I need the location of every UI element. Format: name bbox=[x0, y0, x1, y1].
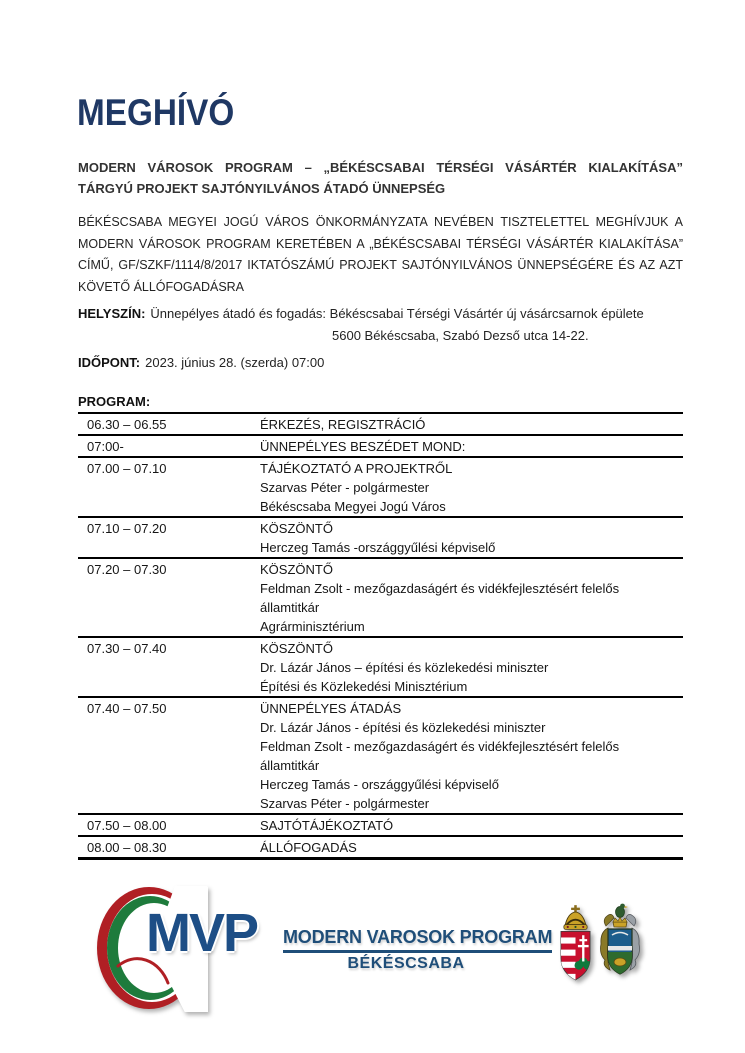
program-time: 07:00- bbox=[87, 438, 124, 454]
program-description-line: ÜNNEPÉLYES BESZÉDET MOND: bbox=[260, 438, 466, 454]
program-description bbox=[260, 816, 683, 835]
table-row bbox=[78, 458, 683, 518]
table-row bbox=[78, 638, 683, 698]
table-row bbox=[78, 698, 683, 815]
program-description-line: államtitkár bbox=[260, 757, 320, 773]
program-description-line: Herczeg Tamás - országgyűlési képviselő bbox=[260, 776, 499, 792]
document-subtitle: MODERN VÁROSOK PROGRAM – „BÉKÉSCSABAI TÉRSÉGI VÁSÁRTÉR KIALAKÍTÁSA” TÁRGYÚ PROJEKT SAJTÓNYILVÁNOS ÁTADÓ ÜNNEPSÉG bbox=[78, 160, 683, 196]
program-time: 07.30 – 07.40 bbox=[87, 640, 167, 656]
program-description-line: TÁJÉKOZTATÓ A PROJEKTRŐL bbox=[260, 460, 453, 476]
program-description-line: Szarvas Péter - polgármester bbox=[260, 795, 430, 811]
program-time: 08.00 – 08.30 bbox=[87, 839, 167, 855]
location-line1 bbox=[78, 303, 683, 325]
program-description-line: Dr. Lázár János – építési és közlekedési miniszter bbox=[260, 659, 549, 675]
hungary-coat-of-arms-icon bbox=[559, 903, 592, 983]
program-time: 07.20 – 07.30 bbox=[87, 561, 167, 577]
program-time: 07.00 – 07.10 bbox=[87, 460, 167, 476]
datetime-label: IDŐPONT: bbox=[78, 355, 141, 370]
program-time: 06.30 – 06.55 bbox=[87, 416, 167, 432]
program-description-line: Dr. Lázár János - építési és közlekedési miniszter bbox=[260, 719, 546, 735]
program-time: 07.50 – 08.00 bbox=[87, 817, 167, 833]
location-label: HELYSZÍN: bbox=[78, 306, 146, 321]
program-description-line: Agrárminisztérium bbox=[260, 618, 365, 634]
location-value: Ünnepélyes átadó és fogadás: Békéscsabai Térségi Vásártér új vásárcsarnok épülete bbox=[150, 306, 644, 321]
program-time: 07.40 – 07.50 bbox=[87, 700, 167, 716]
program-description-line: KÖSZÖNTŐ bbox=[260, 520, 333, 536]
program-description-line: KÖSZÖNTŐ bbox=[260, 640, 333, 656]
program-description bbox=[260, 459, 683, 516]
page-title: MEGHÍVÓ bbox=[77, 92, 235, 133]
program-description-line: ÜNNEPÉLYES ÁTADÁS bbox=[260, 700, 402, 716]
location-section bbox=[78, 303, 683, 347]
location-line2: 5600 Békéscsaba, Szabó Dezső utca 14-22. bbox=[332, 328, 589, 343]
program-table bbox=[78, 412, 683, 860]
datetime-value: 2023. június 28. (szerda) 07:00 bbox=[145, 355, 325, 370]
program-description-line: ÉRKEZÉS, REGISZTRÁCIÓ bbox=[260, 416, 426, 432]
program-description bbox=[260, 519, 683, 557]
program-description-line: ÁLLÓFOGADÁS bbox=[260, 839, 357, 855]
program-description-line: Feldman Zsolt - mezőgazdaságért és vidékfejlesztésért felelős bbox=[260, 738, 620, 754]
bekescsaba-coat-of-arms-icon bbox=[598, 902, 642, 984]
table-row bbox=[78, 837, 683, 860]
datetime-section bbox=[78, 355, 683, 370]
table-row bbox=[78, 436, 683, 458]
mvp-city-name: BÉKÉSCSABA bbox=[347, 955, 465, 972]
program-description-line: Szarvas Péter - polgármester bbox=[260, 479, 430, 495]
mvp-acronym: MVP bbox=[146, 903, 258, 963]
program-description bbox=[260, 437, 683, 456]
program-description-line: Herczeg Tamás -országgyűlési képviselő bbox=[260, 539, 496, 555]
program-description-line: SAJTÓTÁJÉKOZTATÓ bbox=[260, 817, 394, 833]
table-row bbox=[78, 518, 683, 559]
program-description bbox=[260, 639, 683, 696]
program-description bbox=[260, 838, 683, 857]
invitation-paragraph: BÉKÉSCSABA MEGYEI JOGÚ VÁROS ÖNKORMÁNYZATA NEVÉBEN TISZTELETTEL MEGHÍVJUK A MODERN VÁROSOK PROGRAM KERETÉBEN A „BÉKÉSCSABAI TÉRSÉGI VÁSÁRTÉR KIALAKÍTÁSA” CÍMŰ, GF/SZKF/1114/8/2017 IKTATÓSZÁMÚ PROJEKT SAJTÓNYILVÁNOS ÜNNEPSÉGÉRE ÉS AZ AZT KÖVETŐ ÁLLÓFOGADÁSRA bbox=[78, 215, 683, 294]
program-description-line: Építési és Közlekedési Minisztérium bbox=[260, 678, 468, 694]
program-description-line: Békéscsaba Megyei Jogú Város bbox=[260, 498, 446, 514]
footer-logo-band bbox=[0, 884, 745, 1024]
program-description bbox=[260, 699, 683, 813]
program-description-line: KÖSZÖNTŐ bbox=[260, 561, 333, 577]
mvp-wordmark bbox=[283, 927, 553, 973]
table-row bbox=[78, 414, 683, 436]
program-time: 07.10 – 07.20 bbox=[87, 520, 167, 536]
mvp-program-title: MODERN VAROSOK PROGRAM bbox=[283, 927, 552, 953]
table-row bbox=[78, 559, 683, 638]
table-row bbox=[78, 815, 683, 837]
program-heading: PROGRAM: bbox=[78, 394, 151, 409]
program-description bbox=[260, 415, 683, 434]
program-description bbox=[260, 560, 683, 636]
program-description-line: államtitkár bbox=[260, 599, 320, 615]
program-description-line: Feldman Zsolt - mezőgazdaságért és vidékfejlesztésért felelős bbox=[260, 580, 620, 596]
